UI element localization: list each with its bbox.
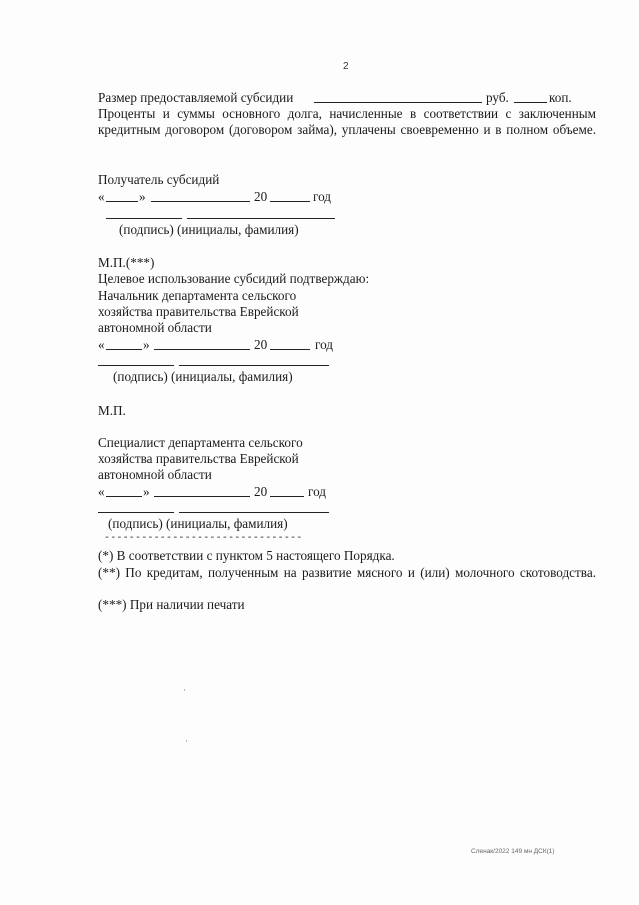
scan-speck xyxy=(186,740,187,742)
confirm-name-blank xyxy=(179,365,329,366)
specialist-signature-blank xyxy=(98,512,174,513)
confirmation-intro: Целевое использование субсидий подтверждаю: xyxy=(98,271,370,286)
specialist-month-blank xyxy=(154,496,250,497)
confirm-signature-blank xyxy=(98,365,174,366)
confirm-year-blank xyxy=(270,349,310,350)
amount-kop-blank xyxy=(514,102,547,103)
recipient-year-blank xyxy=(270,201,310,202)
recipient-day-blank xyxy=(106,201,138,202)
specialist-date-open-quote: « xyxy=(98,484,105,499)
specialist-date-close-quote: » xyxy=(143,484,150,499)
specialist-day-blank xyxy=(106,496,142,497)
recipient-name-blank xyxy=(187,218,335,219)
recipient-date-close-quote: » xyxy=(139,189,146,204)
recipient-title: Получатель субсидий xyxy=(98,172,220,187)
specialist-sign-caption: (подпись) (инициалы, фамилия) xyxy=(108,516,288,531)
recipient-year-prefix: 20 xyxy=(254,189,268,204)
footnote-separator: -------------------------------- xyxy=(104,533,303,544)
footnote-3: (***) При наличии печати xyxy=(98,597,245,612)
confirm-year-prefix: 20 xyxy=(254,337,268,352)
confirm-month-blank xyxy=(154,349,250,350)
specialist-year-suffix: год xyxy=(308,484,327,499)
specialist-name-blank xyxy=(179,512,329,513)
confirm-sign-caption: (подпись) (инициалы, фамилия) xyxy=(113,369,293,384)
specialist-position-line1: Специалист департамента сельского xyxy=(98,435,303,450)
confirm-position-line2: хозяйства правительства Еврейской xyxy=(98,304,299,319)
recipient-sign-caption: (подпись) (инициалы, фамилия) xyxy=(119,222,299,237)
specialist-position-line3: автономной области xyxy=(98,467,212,482)
confirm-year-suffix: год xyxy=(315,337,334,352)
subsidy-amount-label: Размер предоставляемой субсидии xyxy=(98,90,294,105)
recipient-signature-blank xyxy=(106,218,182,219)
payment-confirmation-paragraph: Проценты и суммы основного долга, начисленные в соответствии с заключенным кредитным договором (договором займа), уплачены своевременно и в полном объеме. xyxy=(98,106,596,137)
confirm-position-line3: автономной области xyxy=(98,320,212,335)
amount-rub-blank xyxy=(314,102,482,103)
footnote-2: (**) По кредитам, полученным на развитие мясного и (или) молочного скотоводства. xyxy=(98,565,596,580)
seal-mark-2: М.П. xyxy=(98,403,126,418)
page-number: 2 xyxy=(343,61,349,72)
kop-label: коп. xyxy=(549,90,572,105)
specialist-position-line2: хозяйства правительства Еврейской xyxy=(98,451,299,466)
seal-mark-1: М.П.(***) xyxy=(98,255,155,270)
confirm-day-blank xyxy=(106,349,142,350)
recipient-month-blank xyxy=(151,201,250,202)
file-footer: Сленак/2022 149 мн ДСК(1) xyxy=(471,848,555,855)
footnote-1: (*) В соответствии с пунктом 5 настоящего Порядка. xyxy=(98,548,395,563)
recipient-date-open-quote: « xyxy=(98,189,105,204)
confirm-date-open-quote: « xyxy=(98,337,105,352)
specialist-year-prefix: 20 xyxy=(254,484,268,499)
specialist-year-blank xyxy=(270,496,304,497)
scan-speck xyxy=(184,689,185,691)
confirm-date-close-quote: » xyxy=(143,337,150,352)
recipient-year-suffix: год xyxy=(313,189,332,204)
rub-label: руб. xyxy=(486,90,509,105)
confirm-position-line1: Начальник департамента сельского xyxy=(98,288,297,303)
